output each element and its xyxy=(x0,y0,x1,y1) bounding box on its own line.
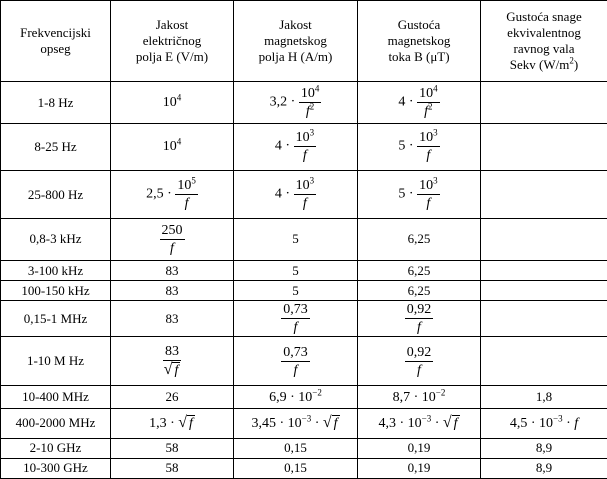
numerator-exponent: 3 xyxy=(309,127,315,138)
fraction xyxy=(417,83,440,120)
power-value xyxy=(162,136,182,155)
cell-e xyxy=(111,409,234,439)
numerator xyxy=(163,344,181,361)
cell-h xyxy=(234,218,358,260)
frequency-range-label: 25-800 Hz xyxy=(27,186,84,202)
denominator xyxy=(426,195,430,211)
scientific-value xyxy=(509,413,579,431)
cell-h xyxy=(234,261,358,281)
table-row xyxy=(1,281,607,301)
power-value xyxy=(162,92,182,111)
cell-s xyxy=(481,337,607,386)
table-row xyxy=(1,171,607,219)
numerator xyxy=(160,223,185,240)
mantissa: 4,5 · 10 xyxy=(509,415,554,431)
cell-e xyxy=(111,385,234,408)
frequency-range-label: 400-2000 MHz xyxy=(15,415,96,431)
header-magnetic-field: Jakost magnetskog polja H (A/m) xyxy=(234,1,358,82)
coefficient: 4 · xyxy=(274,138,294,154)
numerator-base: 0,73 xyxy=(283,302,308,318)
mantissa: 3,45 · 10 xyxy=(251,415,302,431)
cell-value: 0,19 xyxy=(407,460,431,476)
radicand: f xyxy=(453,416,458,432)
denominator xyxy=(294,319,298,335)
frequency-range-label: 10-300 GHz xyxy=(23,460,88,476)
fraction xyxy=(299,83,322,120)
cell-b xyxy=(358,171,481,219)
table-row xyxy=(1,261,607,281)
multiply-sign: · xyxy=(431,415,443,431)
exponent: −3 xyxy=(421,413,432,424)
cell-h xyxy=(234,301,358,337)
cell-value: 6,25 xyxy=(407,231,431,247)
numerator-base: 0,73 xyxy=(283,344,308,360)
numerator-exponent: 3 xyxy=(433,175,438,186)
cell-e xyxy=(111,301,234,337)
numerator-base: 10 xyxy=(295,130,310,146)
power-exponent: 4 xyxy=(176,136,182,147)
numerator xyxy=(281,302,310,319)
cell-h xyxy=(234,458,358,478)
mantissa: 4,3 · 10 xyxy=(378,415,422,431)
numerator xyxy=(175,175,198,195)
cell-value: 8,9 xyxy=(535,440,553,456)
cell-b xyxy=(358,218,481,260)
multiply-sign: · xyxy=(311,415,323,431)
denominator xyxy=(426,147,430,163)
denominator xyxy=(303,195,307,211)
denominator-var: f xyxy=(424,104,429,120)
scientific-value xyxy=(392,386,446,405)
numerator-exponent: 4 xyxy=(314,83,320,94)
cell-b xyxy=(358,281,481,301)
denominator-var: f xyxy=(293,320,298,336)
cell-value: 6,25 xyxy=(407,282,431,298)
exponent: −2 xyxy=(312,386,322,397)
square-root xyxy=(164,362,181,378)
cell-h xyxy=(234,438,358,458)
multiply-sign: · xyxy=(562,415,575,431)
numerator-base: 250 xyxy=(161,222,183,238)
cell-value: 83 xyxy=(165,262,179,278)
radical-sign: √ xyxy=(442,414,452,432)
cell-e xyxy=(111,218,234,260)
cell-frequency-range xyxy=(1,261,111,281)
square-root xyxy=(323,415,340,432)
table-row xyxy=(1,82,607,123)
cell-b xyxy=(358,123,481,171)
cell-e xyxy=(111,281,234,301)
numerator xyxy=(294,175,317,195)
cell-value: 5 xyxy=(292,262,299,278)
frequency-range-label: 10-400 MHz xyxy=(22,388,89,404)
radicand: f xyxy=(189,416,193,432)
cell-s xyxy=(481,385,607,408)
frequency-range-label: 0,8-3 kHz xyxy=(29,231,82,247)
frequency-range-label: 100-150 kHz xyxy=(21,282,90,298)
cell-e xyxy=(111,438,234,458)
exponent: −3 xyxy=(301,413,312,424)
cell-value: 58 xyxy=(165,460,179,476)
variable: f xyxy=(574,415,579,431)
cell-s xyxy=(481,261,607,281)
square-root xyxy=(178,415,195,432)
denominator-var: f xyxy=(302,148,307,164)
numerator-base: 0,92 xyxy=(406,302,432,318)
numerator xyxy=(294,127,317,147)
denominator-var: f xyxy=(417,320,421,336)
cell-h xyxy=(234,385,358,408)
cell-frequency-range xyxy=(1,337,111,386)
cell-e xyxy=(111,261,234,281)
cell-s xyxy=(481,409,607,439)
header-electric-field: Jakost električnog polja E (V/m) xyxy=(111,1,234,82)
denominator xyxy=(185,195,189,211)
denominator xyxy=(303,147,307,163)
cell-b xyxy=(358,301,481,337)
denominator xyxy=(424,103,432,119)
coefficient: 1,3 · xyxy=(149,415,179,431)
fraction xyxy=(405,302,434,335)
cell-s xyxy=(481,281,607,301)
denominator-var: f xyxy=(184,196,189,212)
cell-value: 5 xyxy=(292,231,299,247)
cell-value: 26 xyxy=(165,388,179,404)
mantissa: 8,7 · 10 xyxy=(392,389,436,405)
fraction xyxy=(163,344,181,378)
denominator-exponent: 2 xyxy=(309,101,315,112)
cell-e xyxy=(111,123,234,171)
cell-frequency-range xyxy=(1,438,111,458)
cell-value: 1,8 xyxy=(535,388,553,404)
power-exponent: 4 xyxy=(176,92,182,103)
table-row xyxy=(1,301,607,337)
numerator-exponent: 3 xyxy=(433,127,438,138)
fraction xyxy=(417,175,440,212)
numerator-base: 10 xyxy=(419,86,434,102)
cell-b xyxy=(358,261,481,281)
header-magnetic-flux-density: Gustoća magnetskog toka B (μT) xyxy=(358,1,481,82)
cell-h xyxy=(234,337,358,386)
denominator-var: f xyxy=(305,104,310,120)
frequency-range-label: 1-8 Hz xyxy=(37,94,74,110)
cell-s xyxy=(481,218,607,260)
numerator xyxy=(281,345,310,362)
header-power-density: Gustoća snage ekvivalentnog ravnog vala Sekv $(W/m^2)$ xyxy=(481,1,607,82)
cell-frequency-range xyxy=(1,171,111,219)
exponent: −3 xyxy=(553,413,563,424)
fraction xyxy=(417,127,440,164)
cell-h xyxy=(234,123,358,171)
fraction xyxy=(294,175,317,212)
cell-s xyxy=(481,123,607,171)
mantissa: 6,9 · 10 xyxy=(269,389,313,405)
fraction xyxy=(160,223,185,256)
denominator-var: f xyxy=(426,148,431,164)
denominator-var: f xyxy=(170,240,174,256)
cell-value: 58 xyxy=(165,440,179,456)
coefficient: 2,5 · xyxy=(146,186,176,202)
cell-value: 6,25 xyxy=(407,262,431,278)
denominator xyxy=(294,362,298,378)
fraction xyxy=(281,302,310,335)
cell-s xyxy=(481,458,607,478)
cell-h xyxy=(234,82,358,123)
denominator-exponent: 2 xyxy=(428,101,433,112)
cell-e xyxy=(111,458,234,478)
frequency-range-label: 8-25 Hz xyxy=(34,138,77,154)
radicand: f xyxy=(174,363,179,379)
denominator xyxy=(306,103,314,119)
cell-b xyxy=(358,82,481,123)
cell-value: 0,19 xyxy=(407,440,431,456)
cell-s xyxy=(481,438,607,458)
denominator xyxy=(417,319,421,335)
cell-s xyxy=(481,82,607,123)
numerator xyxy=(417,175,440,195)
cell-value: 83 xyxy=(165,282,179,298)
cell-h xyxy=(234,281,358,301)
denominator-var: f xyxy=(417,362,421,378)
cell-frequency-range xyxy=(1,82,111,123)
coefficient: 4 · xyxy=(398,94,418,110)
frequency-range-label: 3-100 kHz xyxy=(27,262,84,278)
denominator-var: f xyxy=(426,196,431,212)
cell-s xyxy=(481,301,607,337)
scientific-value xyxy=(251,413,339,432)
fraction xyxy=(294,127,317,164)
numerator-exponent: 3 xyxy=(309,175,315,186)
cell-value: 5 xyxy=(292,282,299,298)
cell-s xyxy=(481,171,607,219)
numerator-base: 10 xyxy=(419,178,434,194)
header-row xyxy=(1,1,607,82)
cell-frequency-range xyxy=(1,218,111,260)
numerator xyxy=(417,127,440,147)
cell-value: 0,15 xyxy=(284,460,307,476)
cell-b xyxy=(358,337,481,386)
cell-frequency-range xyxy=(1,458,111,478)
cell-frequency-range xyxy=(1,281,111,301)
header-frequency-range: Frekvencijski opseg xyxy=(1,1,111,82)
numerator-base: 10 xyxy=(419,130,434,146)
cell-b xyxy=(358,458,481,478)
table-row xyxy=(1,385,607,408)
table-row xyxy=(1,123,607,171)
cell-value: 0,15 xyxy=(284,440,307,456)
coefficient: 5 · xyxy=(398,138,418,154)
numerator-exponent: 4 xyxy=(433,83,438,94)
frequency-range-label: 2-10 GHz xyxy=(29,440,82,456)
cell-h xyxy=(234,171,358,219)
fraction xyxy=(405,345,434,378)
numerator xyxy=(405,345,434,362)
denominator xyxy=(417,362,421,378)
cell-e xyxy=(111,337,234,386)
fraction xyxy=(175,175,198,212)
frequency-range-label: 0,15-1 MHz xyxy=(23,310,88,326)
fraction xyxy=(281,345,310,378)
table-row xyxy=(1,409,607,439)
cell-e xyxy=(111,171,234,219)
numerator-base: 83 xyxy=(165,344,179,360)
cell-b xyxy=(358,438,481,458)
denominator-var: f xyxy=(293,362,298,378)
coefficient: 3,2 · xyxy=(269,94,299,110)
coefficient: 5 · xyxy=(398,186,418,202)
cell-b xyxy=(358,409,481,439)
numerator-base: 0,92 xyxy=(406,344,432,360)
coefficient: 4 · xyxy=(274,186,294,202)
denominator xyxy=(164,361,181,378)
denominator-var: f xyxy=(302,196,307,212)
frequency-range-label: 1-10 M Hz xyxy=(26,353,85,369)
numerator-base: 10 xyxy=(177,178,192,194)
power-base: 10 xyxy=(162,95,177,111)
cell-frequency-range xyxy=(1,385,111,408)
table-row xyxy=(1,438,607,458)
numerator-exponent: 5 xyxy=(191,175,196,186)
numerator xyxy=(405,302,434,319)
square-root xyxy=(443,415,460,432)
radical-sign: √ xyxy=(322,414,332,432)
scientific-value xyxy=(378,413,459,432)
radical-sign: √ xyxy=(163,361,173,379)
cell-h xyxy=(234,409,358,439)
table-row xyxy=(1,458,607,478)
cell-value: 8,9 xyxy=(535,460,553,476)
table-row xyxy=(1,337,607,386)
power-base: 10 xyxy=(162,139,177,155)
radicand: f xyxy=(333,416,338,432)
denominator xyxy=(170,240,174,256)
cell-e xyxy=(111,82,234,123)
cell-frequency-range xyxy=(1,409,111,439)
table-row xyxy=(1,218,607,260)
scientific-value xyxy=(269,386,322,405)
numerator-base: 10 xyxy=(300,86,315,102)
radical-sign: √ xyxy=(178,414,188,432)
cell-frequency-range xyxy=(1,301,111,337)
cell-b xyxy=(358,385,481,408)
cell-value: 83 xyxy=(165,310,179,326)
cell-frequency-range xyxy=(1,123,111,171)
exponent: −2 xyxy=(435,386,446,397)
numerator-base: 10 xyxy=(295,178,310,194)
